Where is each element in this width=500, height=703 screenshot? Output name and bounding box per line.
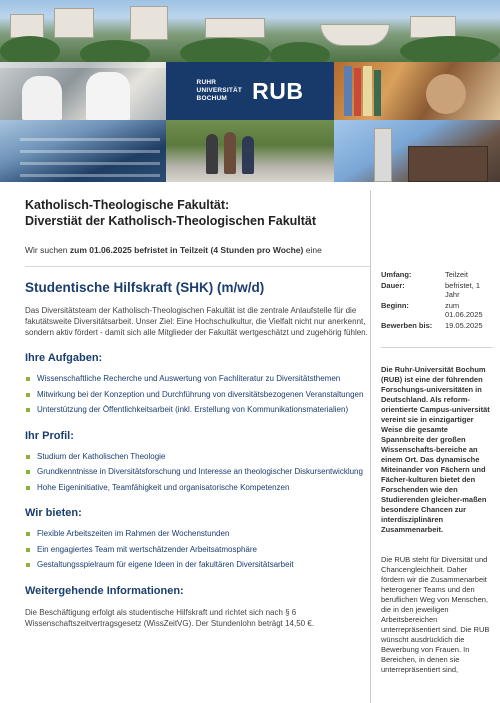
section-divider — [25, 266, 370, 267]
list-item: Hohe Eigeninitiative, Teamfähigkeit und organisatorische Kompetenzen — [25, 483, 370, 494]
logo-line-1: RUHR — [196, 79, 217, 86]
students-walking-photo — [166, 120, 334, 182]
rub-logo — [166, 62, 334, 120]
faculty-heading — [25, 197, 370, 229]
list-item: Unterstützung der Öffentlichkeitsarbeit (inkl. Erstellung von Kommunikationsmaterialien) — [25, 405, 370, 416]
diversity-statement: Die RUB steht für Diversität und Chancengleichheit. Daher fördern wir die Zusammenarbeit heterogener Teams und den beruflichen Weg von Menschen, die in den jeweiligen Arbeitsbereichen unterrepräsentiert sind. Die RUB wünscht ausdrücklich die Bewerbung von Frauen. In Bereichen, in denen sie unterrepräsentiert sind, — [381, 555, 490, 674]
campus-building-photo — [334, 120, 500, 182]
fact-key: Beginn: — [381, 300, 409, 310]
faculty-line-2: Diverstiät der Katholisch-Theologischen Fakultät — [25, 214, 317, 228]
profile-heading: Ihr Profil: — [25, 429, 74, 442]
fact-scope — [381, 270, 493, 280]
fact-key: Bewerben bis: — [381, 320, 433, 330]
column-divider — [370, 190, 371, 703]
list-item: Gestaltungsspielraum für eigene Ideen in der fakultären Diversitätsarbeit — [25, 560, 370, 571]
fact-deadline — [381, 321, 493, 331]
profile-list — [25, 452, 370, 494]
list-item: Mitwirkung bei der Konzeption und Durchführung von diversitätsbezogenen Veranstaltungen — [25, 390, 370, 401]
fact-value: befristet, 1 Jahr — [445, 280, 481, 299]
sidebar — [381, 182, 493, 675]
list-item: Flexible Arbeitszeiten im Rahmen der Wochenstunden — [25, 529, 370, 540]
intro-bold: zum 01.06.2025 befristet in Teilzeit (4 Stunden pro Woche) — [69, 245, 304, 255]
offer-list — [25, 529, 370, 571]
offer-heading: Wir bieten: — [25, 507, 82, 519]
university-blurb: Die Ruhr-Universität Bochum (RUB) ist eine der führenden Forschungs-universitäten in Deutschland. Als reform-orientierte Campus-universität vereint sie in einzigartiger Weise die gesamte Spannbreite der großen Wissenschafts-bereiche an einem Ort. Das dynamische Miteinander von Fächern und Fächer-kulturen bietet den Forschenden wie den Studierenden gleicher-maßen besondere Chancen zur interdisziplinären Zusammenarbeit. — [381, 365, 490, 534]
campus-aerial-photo — [0, 0, 500, 62]
more-info-text: Die Beschäftigung erfolgt als studentische Hilfskraft und richtet sich nach § 6 Wissenschaftszeitvertragsgesetz (WissZeitVG). Der Stundenlohn beträgt 14,50 €. — [25, 607, 315, 628]
job-description: Das Diversitätsteam der Katholisch-Theologischen Fakultät ist die zentrale Anlaufstelle für die fakutätsweite Diversitätsarbeit. Unser Ziel: Eine Hochschulkultur, die Vielfalt nicht nur anerkennt, sondern aktiv fördert - damit sich alle Mitglieder der Fakultät wertgeschätzt und zugehörig fühlen. — [25, 306, 368, 337]
fact-start — [381, 301, 493, 320]
list-item: Wissenschaftliche Recherche und Auswertung von Fachliteratur zu Diversitätsthemen — [25, 374, 370, 385]
faculty-line-1: Katholisch-Theologische Fakultät: — [25, 198, 230, 212]
fact-key: Umfang: — [381, 270, 412, 279]
library-photo — [334, 62, 500, 120]
list-item: Studium der Katholischen Theologie — [25, 452, 370, 463]
logo-line-2: UNIVERSITÄT — [196, 87, 243, 94]
sidebar-divider — [381, 347, 493, 348]
fact-duration — [381, 281, 493, 300]
logo-line-3: BOCHUM — [196, 95, 227, 102]
header-photo-banner — [0, 0, 500, 182]
building-facade-photo — [0, 120, 166, 182]
tasks-list — [25, 374, 370, 416]
laboratory-photo — [0, 62, 166, 120]
job-facts — [381, 270, 493, 330]
more-info-heading: Weitergehende Informationen: — [25, 584, 184, 597]
fact-key: Dauer: — [381, 280, 405, 290]
fact-value: 19.05.2025 — [445, 320, 483, 330]
intro-prefix: Wir suchen — [25, 245, 70, 255]
intro-suffix: eine — [303, 245, 322, 255]
fact-value: Teilzeit — [445, 270, 468, 279]
list-item: Grundkenntnisse in Diversitätsforschung und Interesse an theologischer Diskursentwicklung — [25, 467, 370, 478]
intro-sentence — [25, 245, 370, 256]
logo-mark: RUB — [252, 77, 304, 104]
main-column — [25, 182, 370, 629]
fact-value: zum 01.06.2025 — [445, 300, 483, 319]
tasks-heading: Ihre Aufgaben: — [25, 352, 103, 364]
list-item: Ein engagiertes Team mit wertschätzender Arbeitsatmosphäre — [25, 545, 370, 556]
job-title: Studentische Hilfskraft (SHK) (m/w/d) — [25, 280, 265, 295]
